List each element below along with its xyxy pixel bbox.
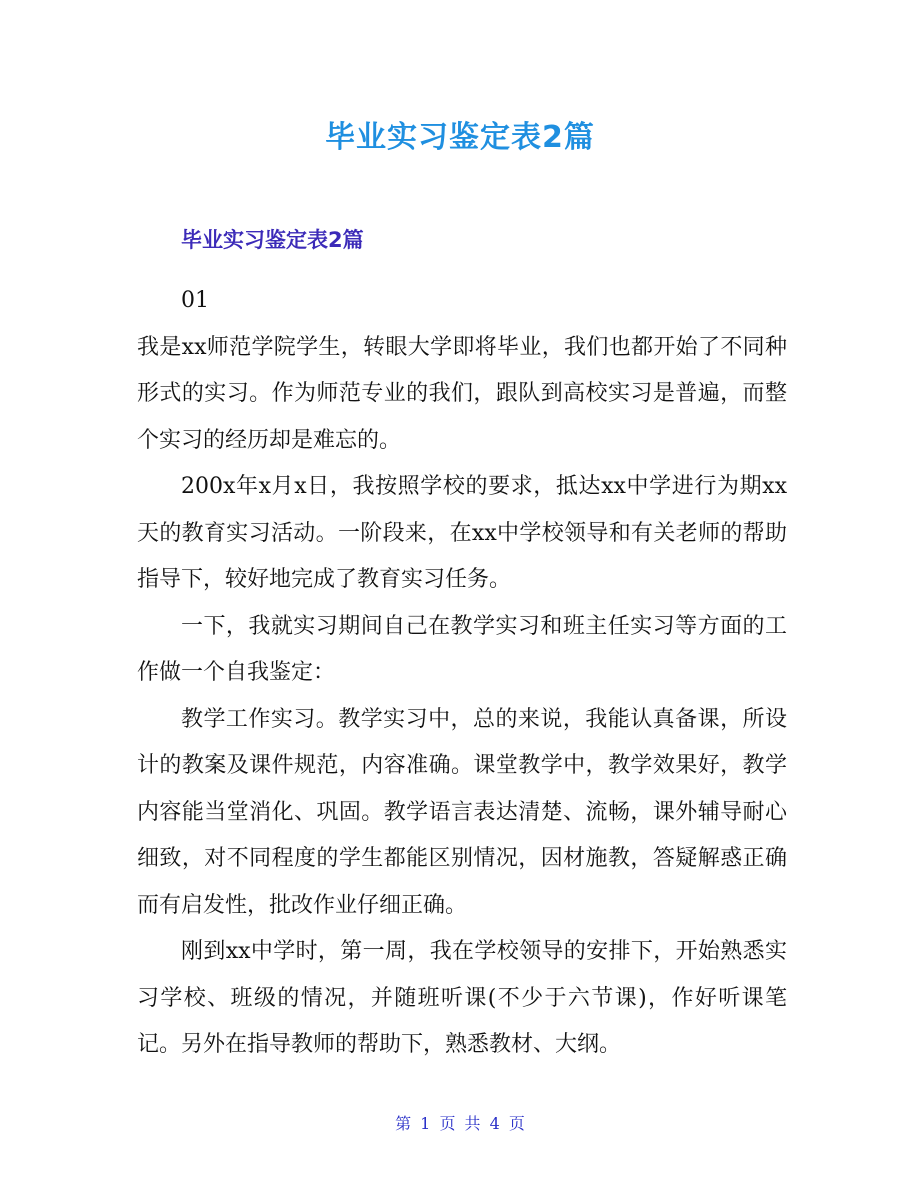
paragraph: 我是xx师范学院学生，转眼大学即将毕业，我们也都开始了不同种形式的实习。作为师范专业的我们，跟队到高校实习是普遍，而整个实习的经历却是难忘的。: [137, 334, 787, 453]
paragraph: 200x年x月x日，我按照学校的要求，抵达xx中学进行为期xx天的教育实习活动。一阶段来，在xx中学校领导和有关老师的帮助指导下，较好地完成了教育实习任务。: [137, 474, 787, 592]
paragraph: 刚到xx中学时，第一周，我在学校领导的安排下，开始熟悉实习学校、班级的情况，并随班听课(不少于六节课)，作好听课笔记。另外在指导教师的帮助下，熟悉教材、大纲。: [137, 939, 787, 1057]
paragraph: 教学工作实习。教学实习中，总的来说，我能认真备课，所设计的教案及课件规范，内容准确。课堂教学中，教学效果好，教学内容能当堂消化、巩固。教学语言表达清楚、流畅，课外辅导耐心细致，对不同程度的学生都能区别情况，因材施教，答疑解惑正确而有启发性，批改作业仔细正确。: [137, 706, 787, 918]
paragraph: 一下，我就实习期间自己在教学实习和班主任实习等方面的工作做一个自我鉴定：: [137, 613, 787, 685]
document-body: [137, 278, 787, 1069]
document-title: 毕业实习鉴定表2篇: [325, 120, 595, 155]
paragraph-number: 01: [181, 288, 209, 313]
section-heading: 毕业实习鉴定表2篇: [181, 228, 364, 252]
page-footer: 第 1 页 共 4 页: [395, 1114, 525, 1133]
